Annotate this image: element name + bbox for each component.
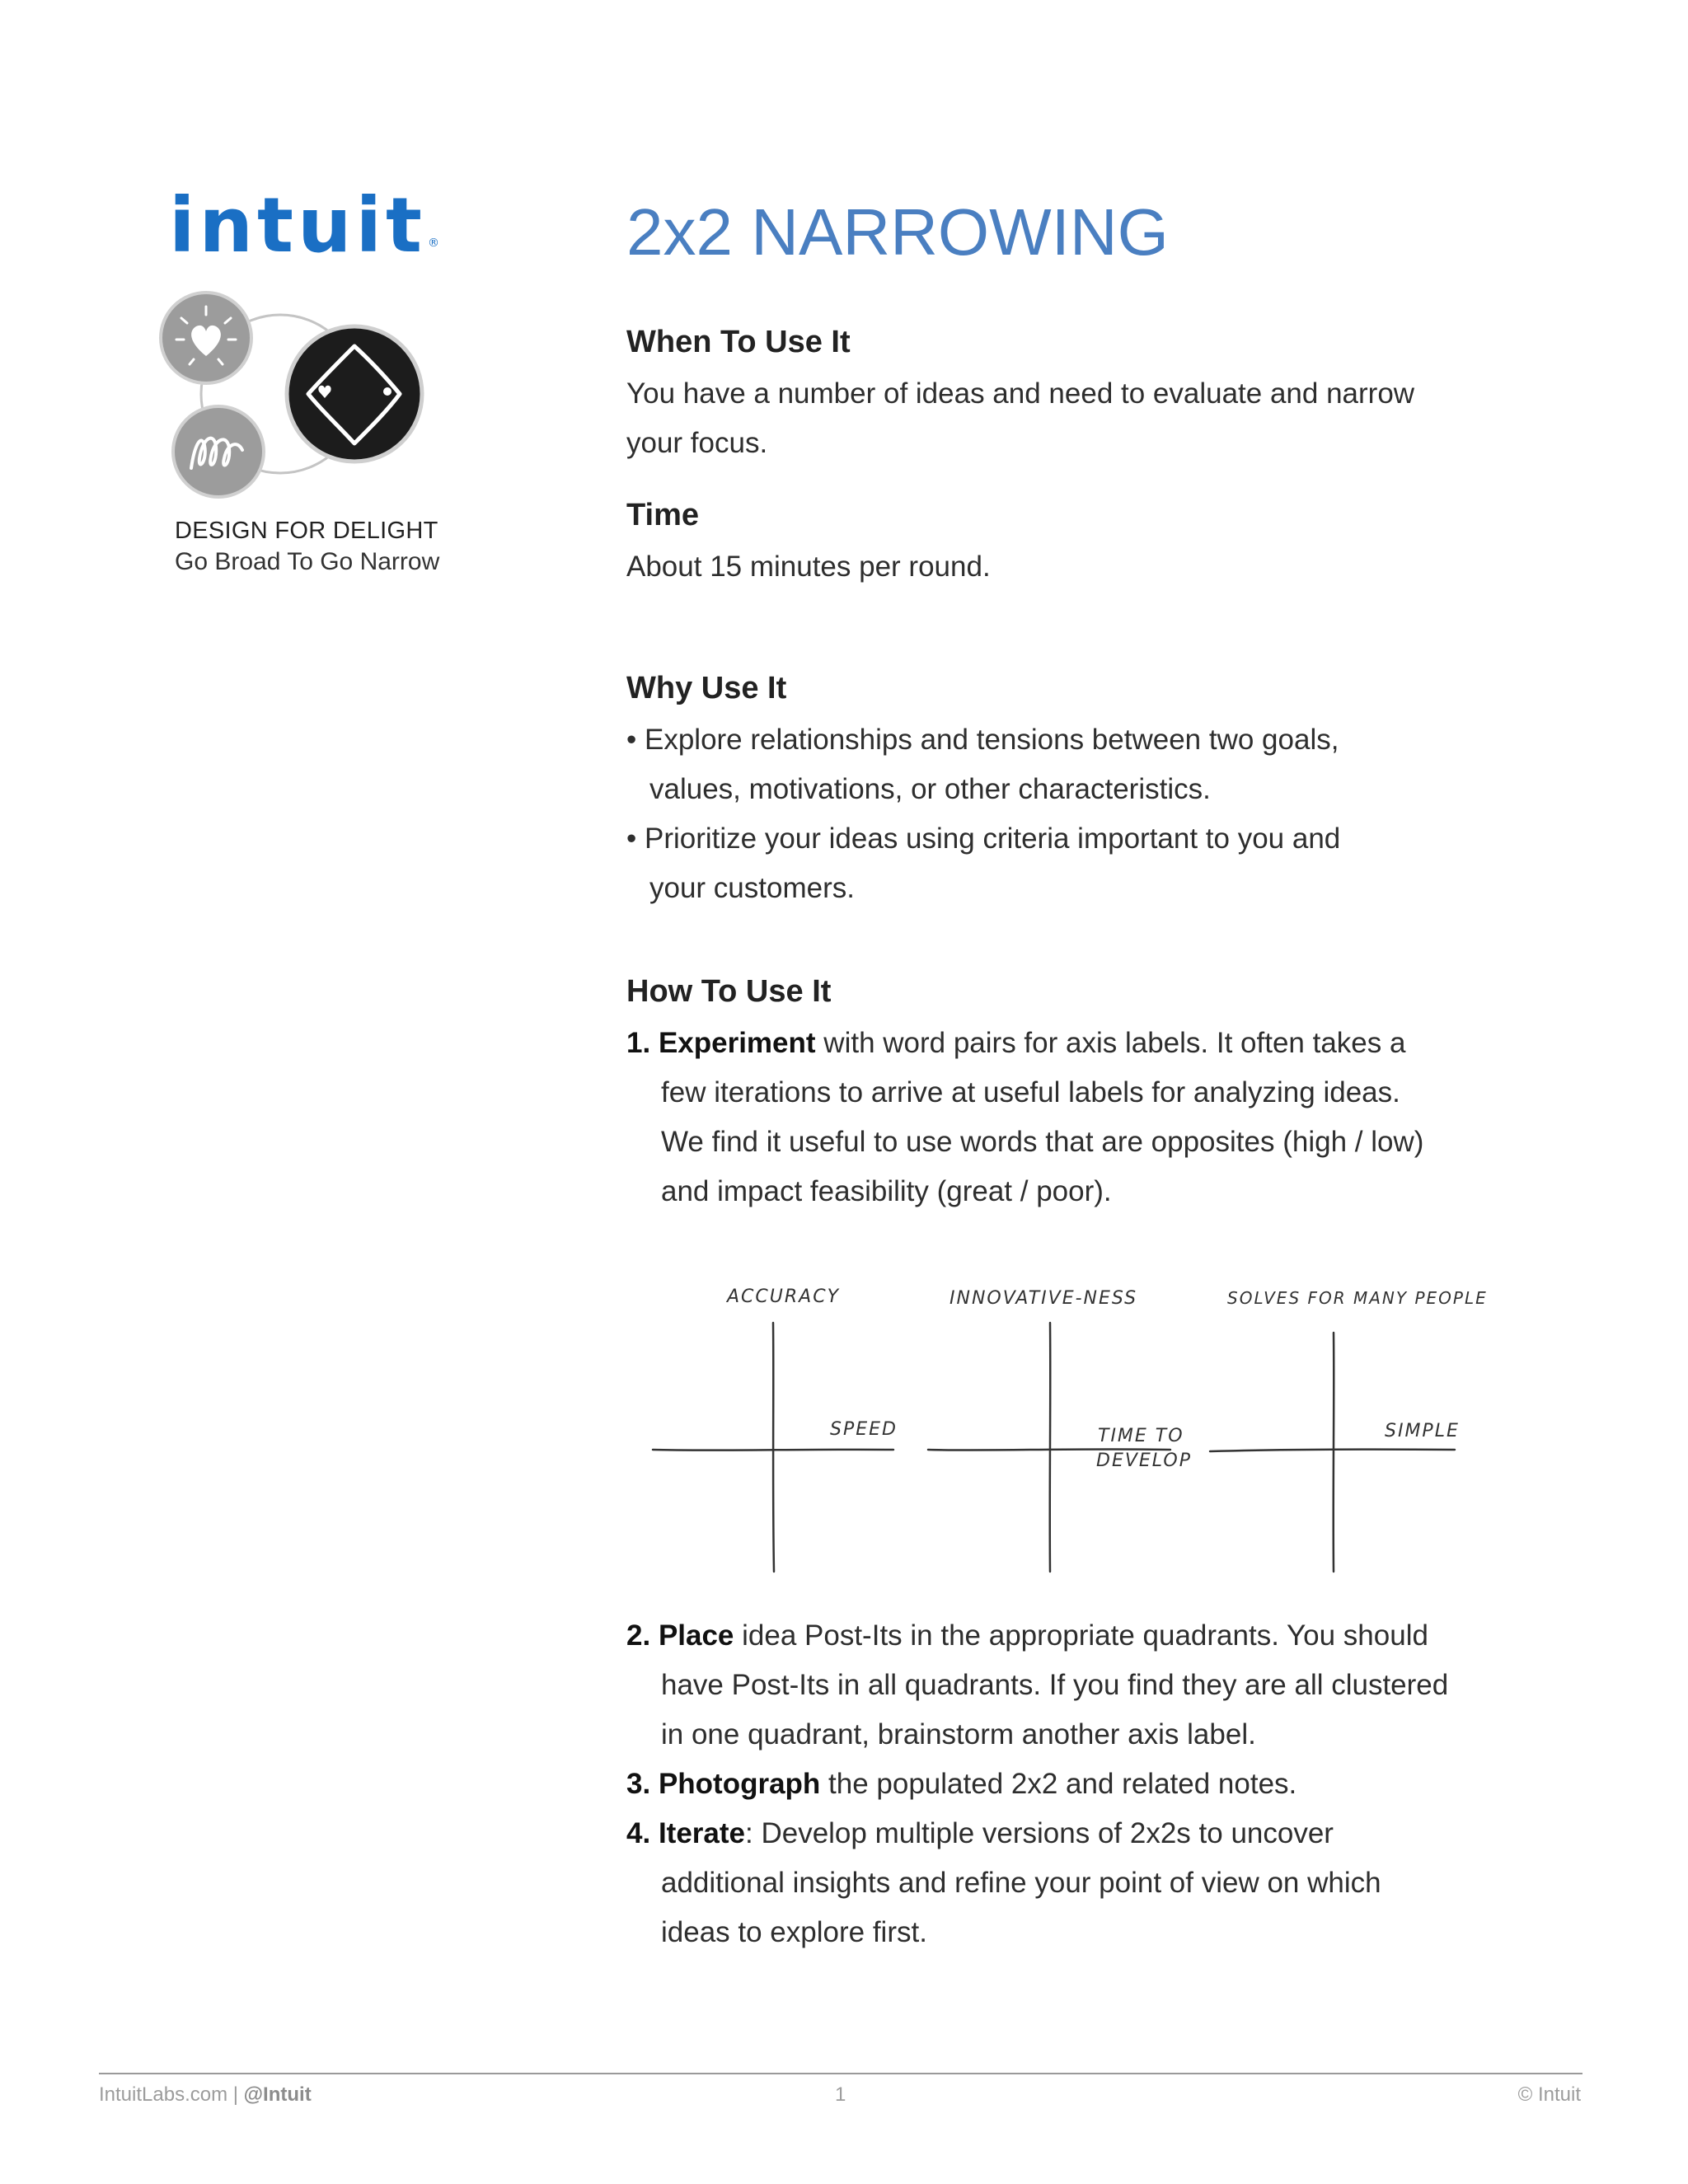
step-text: idea Post-Its in the appropriate quadrants. You should <box>734 1619 1428 1652</box>
why-body <box>626 715 1340 913</box>
step-line <box>626 1809 1448 1858</box>
brand-subtitle: Go Broad To Go Narrow <box>175 548 440 575</box>
swirl-icon <box>173 406 264 497</box>
step-line: few iterations to arrive at useful labels for analyzing ideas. <box>661 1076 1400 1108</box>
time-line: About 15 minutes per round. <box>626 551 991 583</box>
when-heading: When To Use It <box>626 325 851 359</box>
footer-links <box>99 2083 312 2107</box>
page-title: 2x2 NARROWING <box>626 195 1169 269</box>
step-keyword: Iterate <box>658 1817 745 1849</box>
grid-2-y-label: INNOVATIVE-NESS <box>950 1288 1138 1309</box>
grid-3-x-label: SIMPLE <box>1385 1421 1460 1441</box>
step-number: 1. <box>626 1027 651 1059</box>
intuit-logo <box>169 181 440 269</box>
registered-mark: ® <box>428 237 440 250</box>
step-keyword: Place <box>658 1619 734 1652</box>
why-heading: Why Use It <box>626 671 787 705</box>
footer-handle-link[interactable]: @Intuit <box>243 2083 312 2106</box>
two-by-two-diagram <box>643 1273 1488 1586</box>
design-for-delight-circles-icon <box>157 288 437 511</box>
step-line <box>626 1019 1423 1068</box>
step-line: additional insights and refine your point of view on which <box>661 1867 1381 1899</box>
when-line: You have a number of ideas and need to evaluate and narrow <box>626 377 1415 410</box>
step-line: have Post-Its in all quadrants. If you find they are all clustered <box>661 1669 1449 1701</box>
grid-3-horizontal-axis <box>1210 1450 1455 1451</box>
grid-1-horizontal-axis <box>653 1450 893 1451</box>
step-line <box>626 1760 1448 1809</box>
grid-3-y-label: SOLVES FOR MANY PEOPLE <box>1227 1288 1488 1308</box>
how-heading: How To Use It <box>626 974 832 1009</box>
when-body <box>626 369 1414 468</box>
footer-copyright: © Intuit <box>1517 2083 1581 2106</box>
grid-1-y-label: ACCURACY <box>727 1286 841 1307</box>
step-keyword: Photograph <box>658 1768 821 1800</box>
grid-2-x-label: DEVELOP <box>1096 1451 1192 1471</box>
step-line: We find it useful to use words that are opposites (high / low) <box>661 1126 1424 1158</box>
grid-1-vertical-axis <box>773 1323 774 1572</box>
step-line <box>626 1611 1448 1661</box>
why-line: • Prioritize your ideas using criteria important to you and <box>626 823 1341 855</box>
footer-site-link[interactable]: IntuitLabs.com | <box>99 2083 244 2106</box>
brand-title: DESIGN FOR DELIGHT <box>175 518 438 544</box>
logo-text: intuit <box>169 181 427 269</box>
step-number: 4. <box>626 1817 651 1849</box>
step-keyword: Experiment <box>658 1027 816 1059</box>
how-steps-2-4 <box>626 1611 1448 1957</box>
grid-2-vertical-axis <box>1050 1323 1051 1572</box>
why-line: your customers. <box>649 872 855 904</box>
when-line: your focus. <box>626 427 768 459</box>
step-line: in one quadrant, brainstorm another axis label. <box>661 1718 1256 1750</box>
step-text: : Develop multiple versions of 2x2s to uncover <box>745 1817 1334 1849</box>
step-text: the populated 2x2 and related notes. <box>820 1768 1297 1800</box>
time-heading: Time <box>626 498 700 532</box>
step-number: 3. <box>626 1768 651 1800</box>
grid-1-x-label: SPEED <box>830 1419 898 1440</box>
time-body <box>626 542 991 592</box>
grid-2-x-label: TIME TO <box>1098 1426 1184 1446</box>
footer-divider <box>99 2073 1582 2074</box>
why-line: • Explore relationships and tensions between two goals, <box>626 724 1339 756</box>
why-line: values, motivations, or other characteristics. <box>649 773 1211 805</box>
step-number: 2. <box>626 1619 651 1652</box>
step-line: and impact feasibility (great / poor). <box>661 1175 1112 1207</box>
step-text: with word pairs for axis labels. It often takes a <box>815 1027 1406 1059</box>
how-step-1 <box>626 1019 1423 1216</box>
page-number: 1 <box>835 2083 846 2106</box>
step-line: ideas to explore first. <box>661 1916 927 1948</box>
